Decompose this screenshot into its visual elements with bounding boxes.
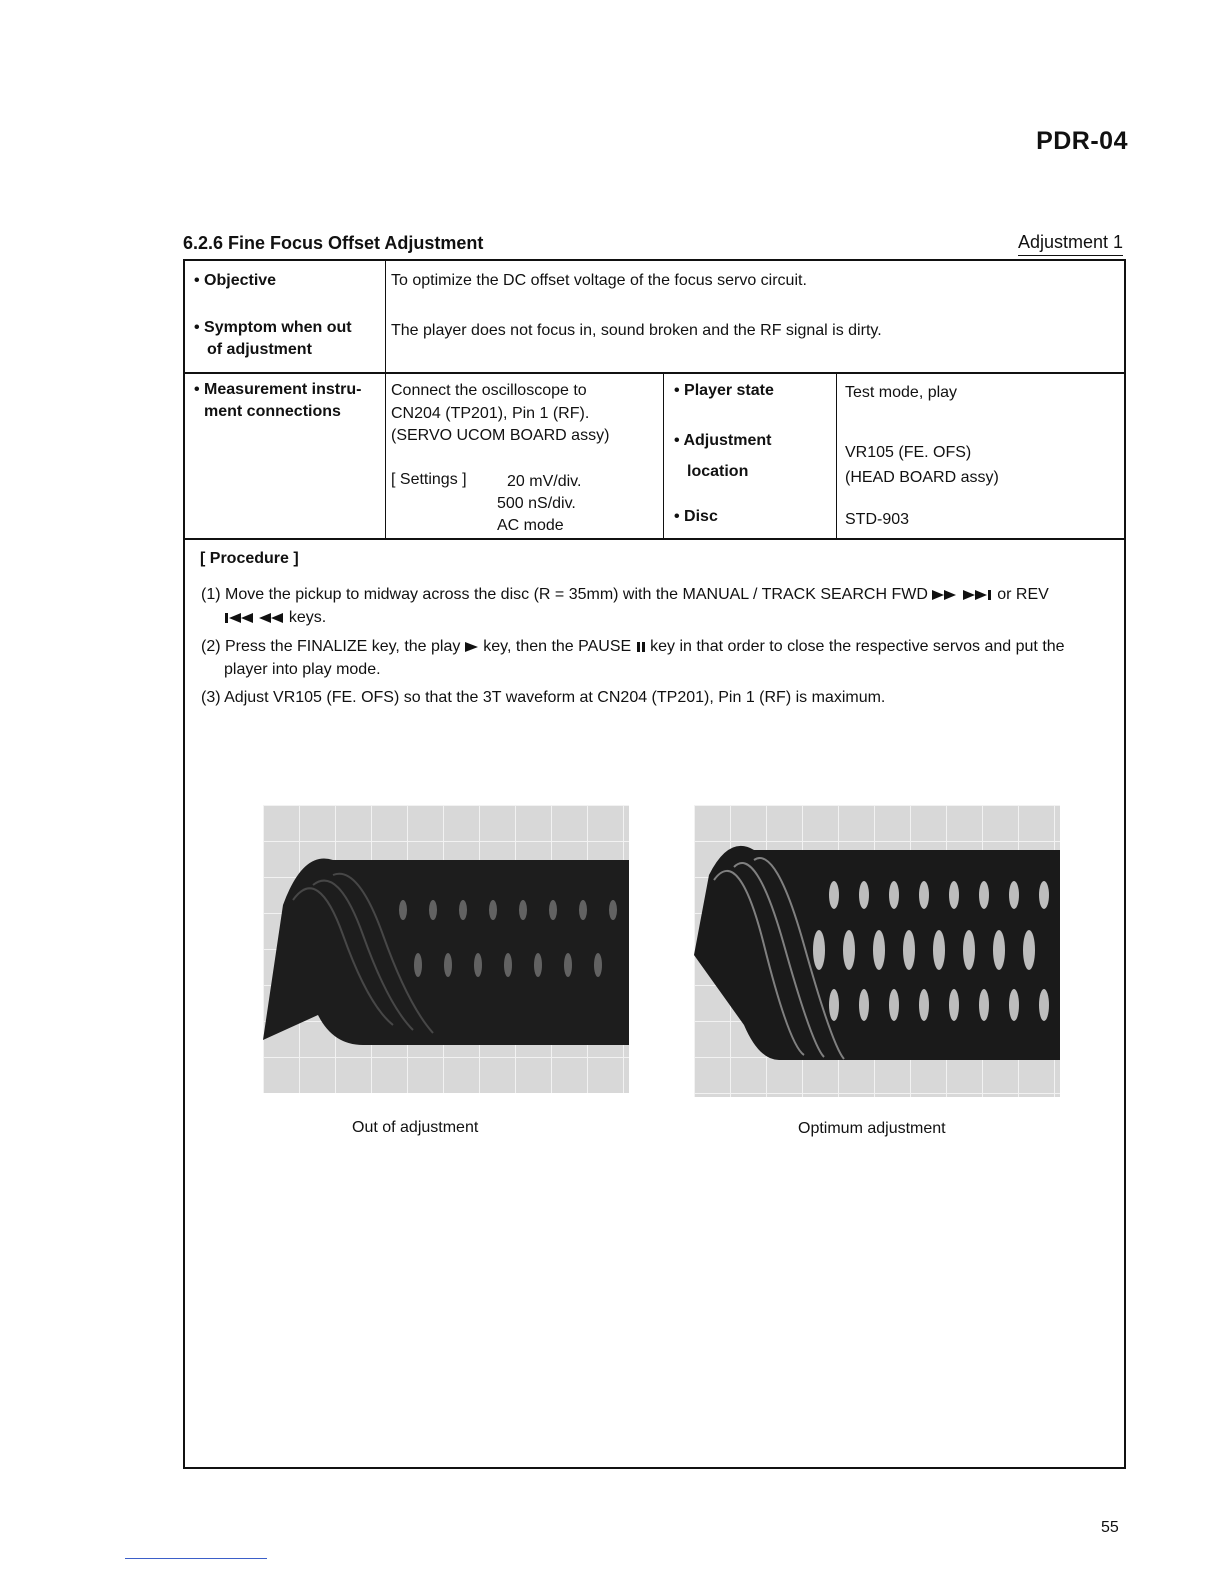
measurement-value-line3: (SERVO UCOM BOARD assy) xyxy=(391,427,610,444)
column-divider xyxy=(385,372,386,538)
step2-text-d: player into play mode. xyxy=(224,661,381,678)
settings-label: [ Settings ] xyxy=(391,471,467,488)
pause-icon xyxy=(636,641,646,653)
oscilloscope-out-of-adjustment xyxy=(263,805,629,1093)
player-state-value: Test mode, play xyxy=(845,384,958,401)
step2-text-b: key, then the PAUSE xyxy=(483,638,632,655)
step2-text-a: (2) Press the FINALIZE key, the play xyxy=(201,638,461,655)
skip-forward-icon xyxy=(963,589,993,601)
adjustment-location-value-line1: VR105 (FE. OFS) xyxy=(845,444,972,461)
footer-rule xyxy=(125,1558,267,1559)
measurement-label-line1: • Measurement instru- xyxy=(194,381,362,398)
step1-keys: keys. xyxy=(288,609,327,626)
procedure-step-3 xyxy=(201,686,1106,709)
page-number: 55 xyxy=(1101,1519,1119,1536)
step1-text: (1) Move the pickup to midway across the disc (R = 35mm) with the MANUAL / TRACK SEARCH FWD xyxy=(201,586,928,603)
measurement-value-line1: Connect the oscilloscope to xyxy=(391,382,587,399)
objective-label: • Objective xyxy=(194,272,277,289)
disc-label: • Disc xyxy=(674,508,718,525)
measurement-row xyxy=(185,372,1124,540)
column-divider xyxy=(385,261,386,372)
rewind-icon xyxy=(258,612,284,624)
symptom-label-line1: • Symptom when out xyxy=(194,319,352,336)
symptom-value: The player does not focus in, sound broken and the RF signal is dirty. xyxy=(391,322,882,339)
objective-row xyxy=(185,261,1124,374)
adjustment-tag: Adjustment 1 xyxy=(1018,232,1123,256)
adjustment-location-label-line2: location xyxy=(687,463,749,480)
model-number: PDR-04 xyxy=(1036,127,1128,155)
disc-value: STD-903 xyxy=(845,511,910,528)
procedure-step-2 xyxy=(201,635,1106,681)
skip-back-icon xyxy=(224,612,254,624)
measurement-label-line2: ment connections xyxy=(204,403,341,420)
fast-forward-icon xyxy=(932,589,958,601)
column-divider xyxy=(836,372,837,538)
measurement-value-line2: CN204 (TP201), Pin 1 (RF). xyxy=(391,405,590,422)
caption-optimum-adjustment: Optimum adjustment xyxy=(798,1120,946,1137)
symptom-label-line2: of adjustment xyxy=(207,341,312,358)
procedure-heading: [ Procedure ] xyxy=(200,550,299,567)
step2-text-c: key in that order to close the respective servos and put the xyxy=(650,638,1065,655)
adjustment-location-label-line1: • Adjustment xyxy=(674,432,772,449)
procedure-step-1 xyxy=(201,583,1106,629)
settings-mode: AC mode xyxy=(497,517,564,534)
objective-value: To optimize the DC offset voltage of the focus servo circuit. xyxy=(391,272,807,289)
section-title: 6.2.6 Fine Focus Offset Adjustment xyxy=(183,233,484,253)
caption-out-of-adjustment: Out of adjustment xyxy=(352,1119,479,1136)
play-icon xyxy=(465,641,479,653)
step3-text: (3) Adjust VR105 (FE. OFS) so that the 3T waveform at CN204 (TP201), Pin 1 (RF) is maximum. xyxy=(201,689,886,706)
settings-volts: 20 mV/div. xyxy=(507,473,582,490)
settings-time: 500 nS/div. xyxy=(497,495,576,512)
column-divider xyxy=(663,372,664,538)
adjustment-location-value-line2: (HEAD BOARD assy) xyxy=(845,469,999,486)
step1-or: or REV xyxy=(997,586,1049,603)
oscilloscope-optimum-adjustment xyxy=(694,805,1060,1097)
player-state-label: • Player state xyxy=(674,382,774,399)
